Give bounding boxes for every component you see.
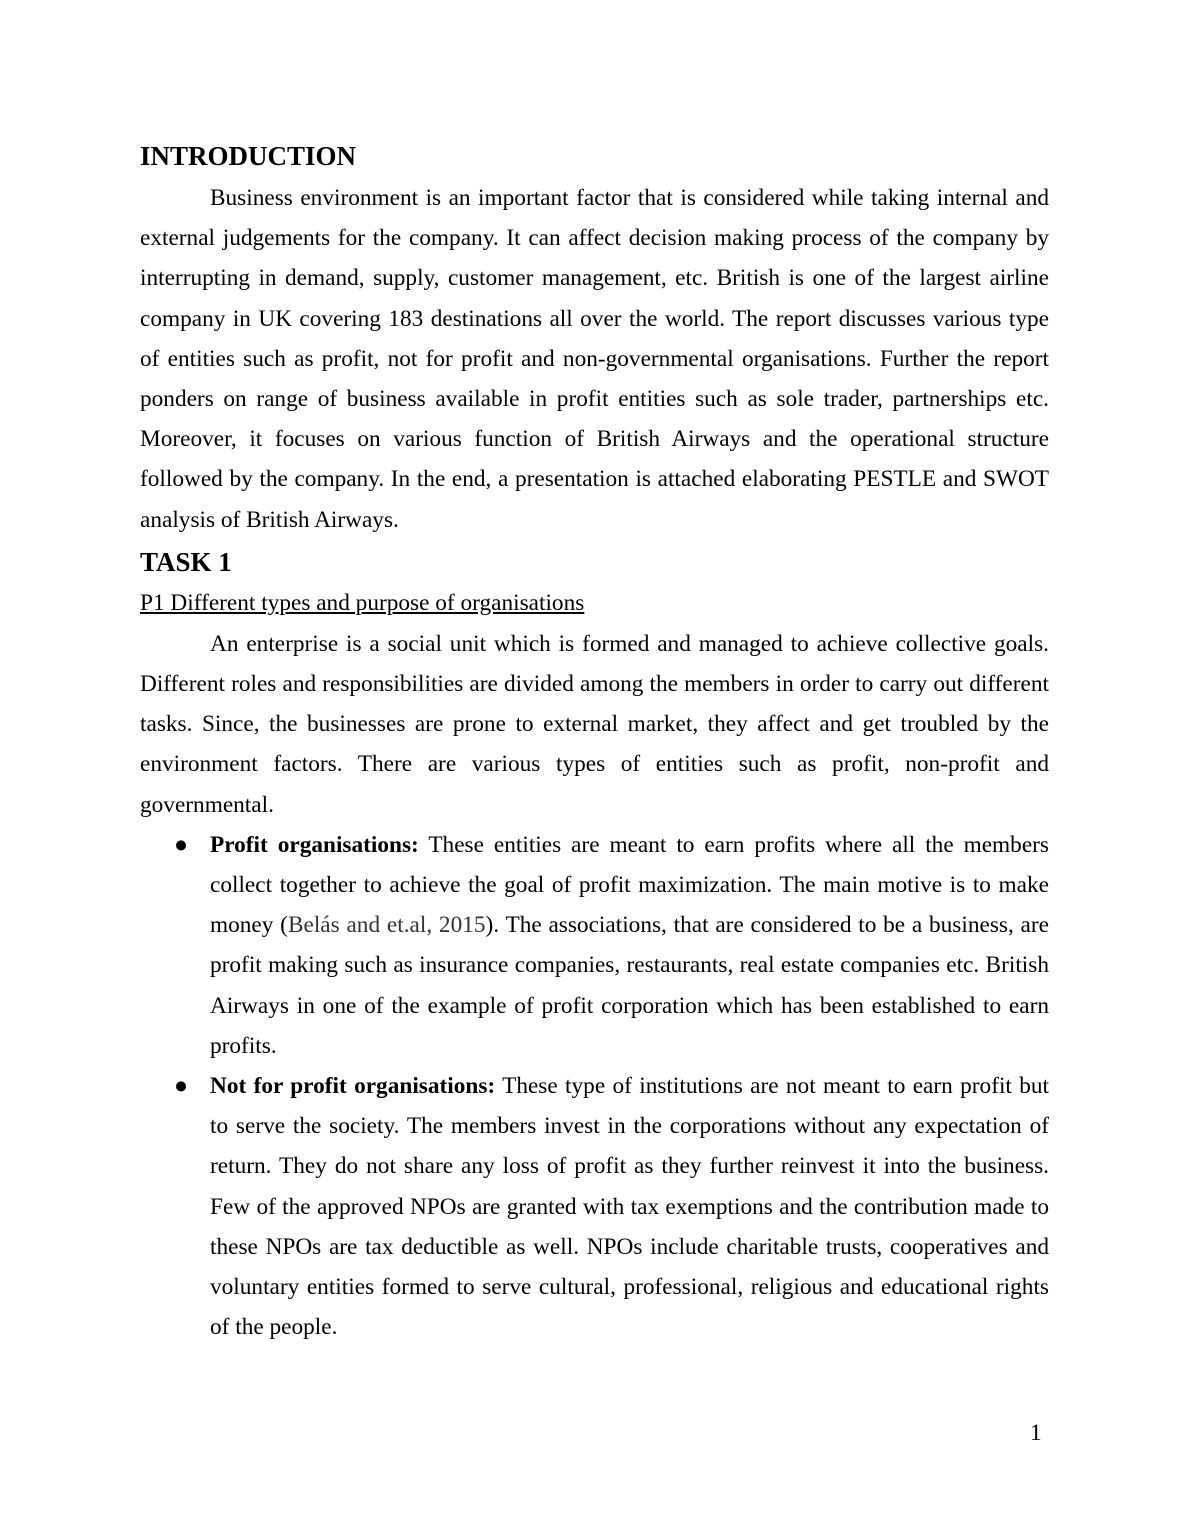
bullet-text: ). The associations, that are considered to be a business, are profit making such as insurance companies, restaurants, real estate companies etc. British Airways in one of the example of profit corporation which has been established to earn profits. bbox=[210, 912, 1049, 1059]
introduction-heading: INTRODUCTION bbox=[140, 141, 357, 171]
task1-heading: TASK 1 bbox=[140, 546, 232, 577]
bullet-icon: ● bbox=[174, 1073, 189, 1100]
list-item-not-for-profit bbox=[140, 1066, 1049, 1347]
bullet-text: These entities are meant to earn profits where all the members collect together to achieve the goal of profit maximization. The main motive is to make money ( bbox=[210, 831, 1049, 939]
bullet-icon: ● bbox=[174, 831, 189, 858]
bullet-title: Profit organisations: bbox=[210, 831, 419, 858]
organisation-types-list bbox=[140, 825, 1049, 1348]
task1-paragraph: An enterprise is a social unit which is formed and managed to achieve collective goals. Different roles and responsibilities are divided among the members in order to carry out different tasks. Since, the businesses are prone to external market, they affect and get troubled by the environment factors. There are various types of entities such as profit, non-profit and governmental. bbox=[140, 630, 1049, 818]
introduction-paragraph: Business environment is an important factor that is considered while taking internal and external judgements for the company. It can affect decision making process of the company by interrupting in demand, supply, customer management, etc. British is one of the largest airline company in UK covering 183 destinations all over the world. The report discusses various type of entities such as profit, not for profit and non-governmental organisations. Further the report ponders on range of business available in profit entities such as sole trader, partnerships etc. Moreover, it focuses on various function of British Airways and the operational structure followed by the company. In the end, a presentation is attached elaborating PESTLE and SWOT analysis of British Airways. bbox=[140, 185, 1049, 533]
citation: Belás and et.al, 2015 bbox=[287, 912, 486, 939]
p1-subheading: P1 Different types and purpose of organisations bbox=[140, 589, 585, 616]
page-number: 1 bbox=[1030, 1420, 1042, 1446]
document-page bbox=[140, 138, 1049, 1347]
list-item-profit bbox=[140, 825, 1049, 1066]
bullet-title: Not for profit organisations: bbox=[210, 1073, 496, 1100]
bullet-text: These type of institutions are not meant to earn profit but to serve the society. The members invest in the corporations without any expectation of return. They do not share any loss of profit as they further reinvest it into the business. Few of the approved NPOs are granted with tax exemptions and the contribution made to these NPOs are tax deductible as well. NPOs include charitable trusts, cooperatives and voluntary entities formed to serve cultural, professional, religious and educational rights of the people. bbox=[210, 1073, 1049, 1341]
